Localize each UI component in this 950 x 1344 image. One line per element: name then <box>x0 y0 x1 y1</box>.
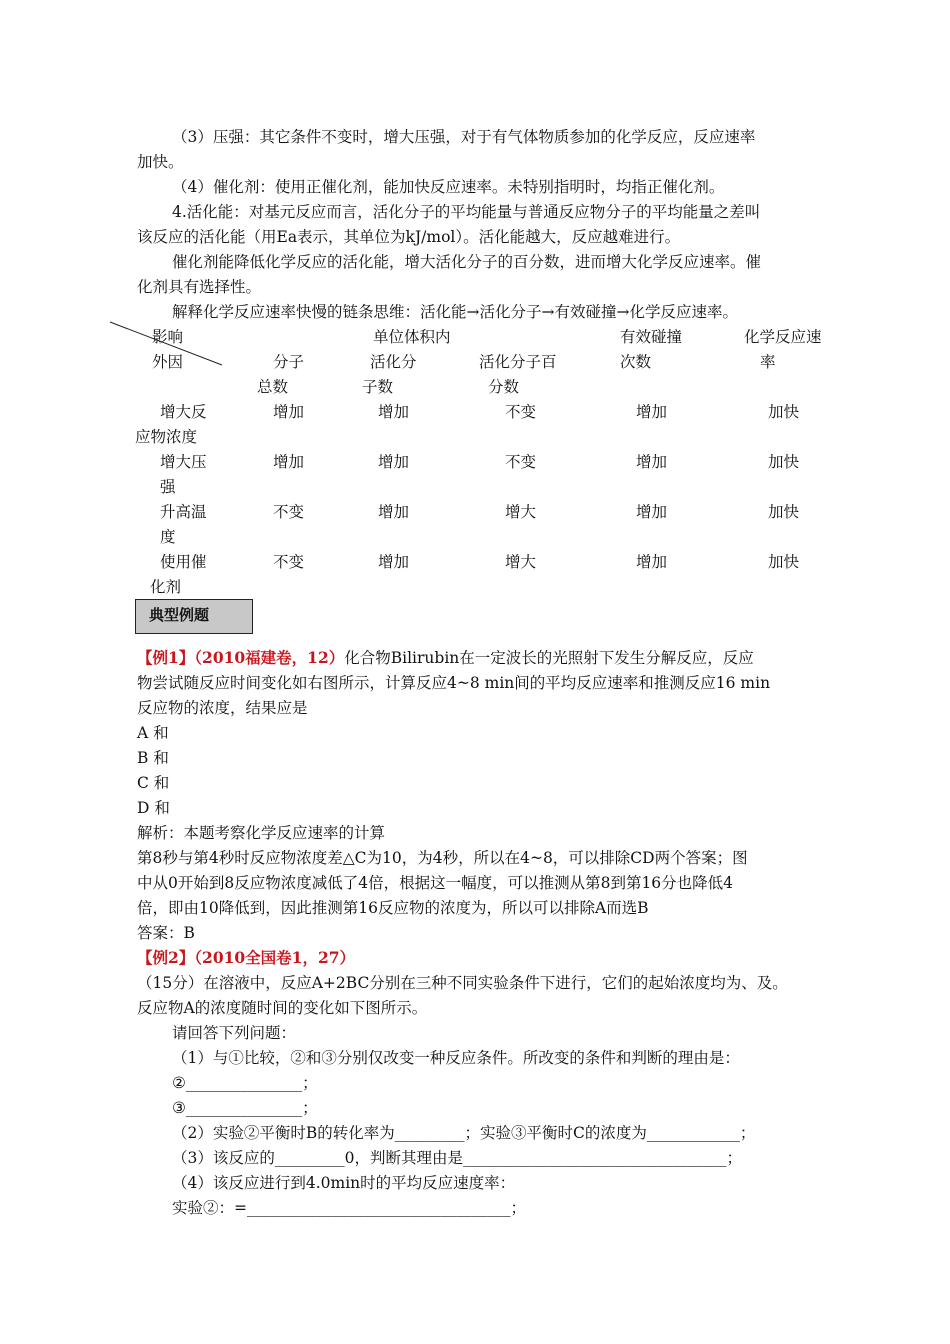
table-group-header: 单位体积内 <box>373 328 451 346</box>
table-corner-top: 影响 <box>152 328 184 346</box>
paragraph-chain-thinking: 解释化学反应速率快慢的链条思维：活化能→活化分子→有效碰撞→化学反应速率。 <box>172 303 738 321</box>
table-col-active-l1: 活化分 <box>370 353 417 371</box>
example2-sub4-blank: 实验②：=__________________________________； <box>172 1199 526 1217</box>
table-cell-pct: 增大 <box>505 503 537 521</box>
example2-sub1: （1）与①比较，②和③分别仅改变一种反应条件。所改变的条件和判断的理由是： <box>172 1049 740 1067</box>
table-cell-rate: 加快 <box>768 403 800 421</box>
example1-question-line3: 反应物的浓度，结果应是 <box>137 699 308 717</box>
paragraph-catalyst-energy-line2: 化剂具有选择性。 <box>137 278 262 296</box>
table-col-pct-l1: 活化分子百 <box>479 353 557 371</box>
table-col-total-l2: 总数 <box>257 378 289 396</box>
table-cell-collide: 增加 <box>636 553 668 571</box>
table-col-pct-l2: 分数 <box>488 378 520 396</box>
example1-option-a: A 和 <box>137 724 169 742</box>
example2-sub3: （3）该反应的_________0，判断其理由是__________________________________； <box>172 1149 742 1167</box>
paragraph-pressure-line2: 加快。 <box>137 153 184 171</box>
example1-analysis-line2: 中从0开始到8反应物浓度减低了4倍，根据这一幅度，可以推测从第8到第16分也降低4 <box>137 874 734 892</box>
table-row-factor-l2: 度 <box>160 528 176 546</box>
table-col-collide-l2: 次数 <box>620 353 652 371</box>
table-corner-bottom: 外因 <box>152 353 184 371</box>
example1-option-c: C 和 <box>137 774 170 792</box>
table-col-active-l2: 子数 <box>362 378 394 396</box>
example2-sub2: （2）实验②平衡时B的转化率为_________；实验③平衡时C的浓度为____________； <box>172 1124 756 1142</box>
table-row-factor-l2: 强 <box>160 478 176 496</box>
table-cell-collide: 增加 <box>636 503 668 521</box>
table-row-factor-l1: 升高温 <box>160 503 207 521</box>
table-cell-total: 不变 <box>273 503 305 521</box>
table-row-factor-l1: 增大反 <box>160 403 207 421</box>
table-row-factor-l1: 使用催 <box>160 553 207 571</box>
table-row-factor-l2: 应物浓度 <box>135 428 198 446</box>
table-cell-pct: 不变 <box>505 403 537 421</box>
paragraph-catalyst-energy-line1: 催化剂能降低化学反应的活化能，增大活化分子的百分数，进而增大化学反应速率。催 <box>172 253 762 271</box>
example2-question-line1: （15分）在溶液中，反应A+2BC分别在三种不同实验条件下进行，它们的起始浓度均为、及。 <box>137 974 788 992</box>
table-cell-pct: 增大 <box>505 553 537 571</box>
paragraph-activation-line1: 4.活化能：对基元反应而言，活化分子的平均能量与普通反应物分子的平均能量之差叫 <box>172 203 761 221</box>
section-title: 典型例题 <box>135 599 253 634</box>
paragraph-catalyst: （4）催化剂：使用正催化剂，能加快反应速率。未特别指明时，均指正催化剂。 <box>172 178 725 196</box>
example1-tag: 【例1】（2010福建卷，12） <box>137 648 345 667</box>
example2-question-line2: 反应物A的浓度随时间的变化如下图所示。 <box>137 999 428 1017</box>
table-cell-collide: 增加 <box>636 453 668 471</box>
example2-sub4: （4）该反应进行到4.0min时的平均反应速度率： <box>172 1174 516 1192</box>
example1-analysis-line3: 倍，即由10降低到，因此推测第16反应物的浓度为，所以可以排除A而选B <box>137 899 649 917</box>
table-col-collide-l1: 有效碰撞 <box>620 328 683 346</box>
table-cell-collide: 增加 <box>636 403 668 421</box>
table-row-factor-l2: 化剂 <box>150 578 182 596</box>
example1-question-line1 <box>137 647 754 669</box>
example1-option-d: D 和 <box>137 799 170 817</box>
example1-analysis-title: 解析：本题考察化学反应速率的计算 <box>137 824 386 842</box>
paragraph-pressure-line1: （3）压强：其它条件不变时，增大压强，对于有气体物质参加的化学反应，反应速率 <box>172 128 756 146</box>
example1-option-b: B 和 <box>137 749 169 767</box>
example1-question-line2: 物尝试随反应时间变化如右图所示，计算反应4~8 min间的平均反应速率和推测反应16 min <box>137 674 771 692</box>
table-cell-active: 增加 <box>378 453 410 471</box>
table-cell-rate: 加快 <box>768 553 800 571</box>
table-cell-total: 增加 <box>273 453 305 471</box>
paragraph-activation-line2: 该反应的活化能（用Ea表示，其单位为kJ/mol）。活化能越大，反应越难进行。 <box>137 228 681 246</box>
table-col-rate-l1: 化学反应速 <box>744 328 822 346</box>
example1-answer: 答案：B <box>137 924 195 942</box>
table-cell-rate: 加快 <box>768 503 800 521</box>
table-cell-active: 增加 <box>378 503 410 521</box>
example2-sub1-blank-3: ③_______________； <box>172 1099 318 1117</box>
table-col-rate-l2: 率 <box>760 353 776 371</box>
table-cell-pct: 不变 <box>505 453 537 471</box>
table-cell-active: 增加 <box>378 553 410 571</box>
example1-question-text: 化合物Bilirubin在一定波长的光照射下发生分解反应，反应 <box>344 649 754 667</box>
example2-prompt: 请回答下列问题： <box>172 1024 297 1042</box>
table-col-total-l1: 分子 <box>273 353 305 371</box>
example2-sub1-blank-2: ②_______________； <box>172 1074 318 1092</box>
example2-tag: 【例2】（2010全国卷1，27） <box>137 948 356 967</box>
table-row-factor-l1: 增大压 <box>160 453 207 471</box>
example1-analysis-line1: 第8秒与第4秒时反应物浓度差△C为10，为4秒，所以在4~8，可以排除CD两个答案；图 <box>137 849 748 867</box>
table-cell-active: 增加 <box>378 403 410 421</box>
table-cell-rate: 加快 <box>768 453 800 471</box>
table-cell-total: 增加 <box>273 403 305 421</box>
table-cell-total: 不变 <box>273 553 305 571</box>
